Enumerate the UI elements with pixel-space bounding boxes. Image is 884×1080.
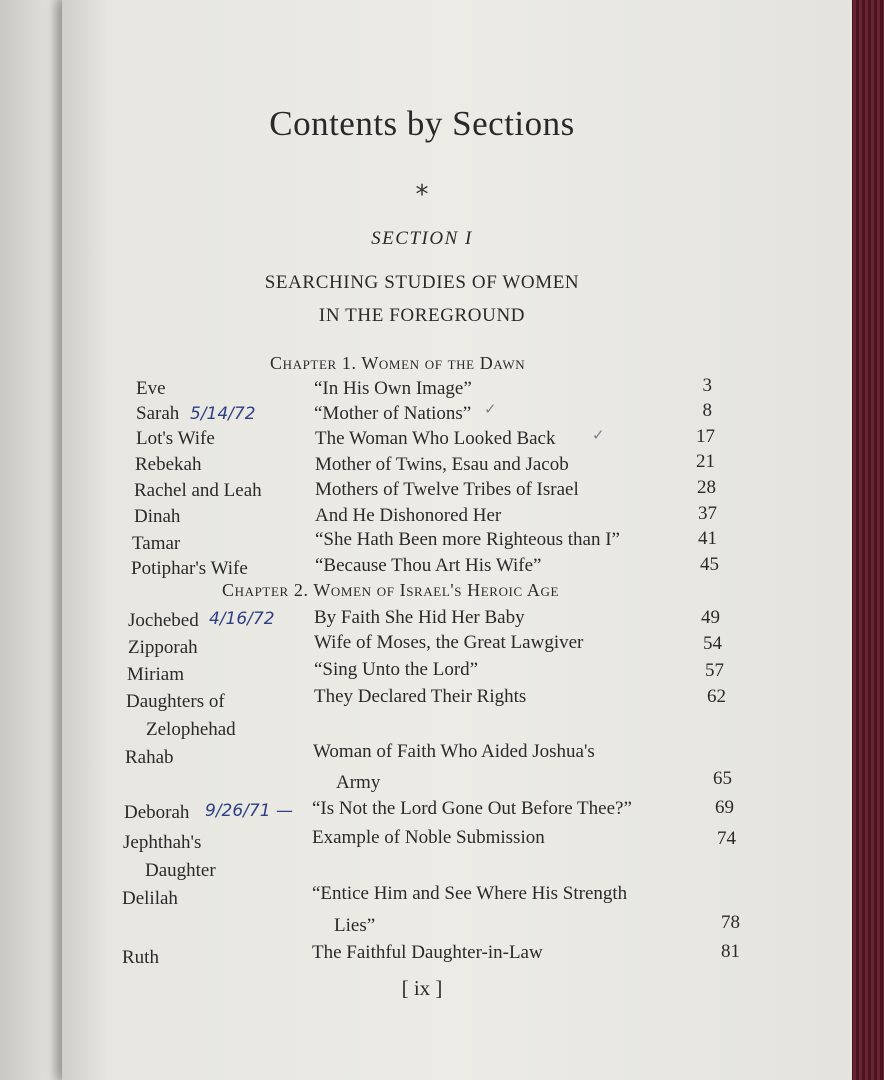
entry-title: They Declared Their Rights (314, 686, 527, 707)
section-heading-line-1: SEARCHING STUDIES OF WOMEN (264, 272, 580, 293)
entry-title: The Woman Who Looked Back (315, 428, 556, 449)
entry-title: Example of Noble Submission (312, 827, 545, 848)
entry-page: 69 (715, 797, 734, 818)
entry-title: Mothers of Twelve Tribes of Israel (315, 479, 579, 500)
entry-title: Woman of Faith Who Aided Joshua's (313, 741, 595, 762)
entry-page: 8 (702, 400, 712, 421)
entry-title: Wife of Moses, the Great Lawgiver (314, 632, 584, 653)
facing-page-edge (0, 0, 70, 1080)
handwritten-date: 4/16/72 (209, 609, 275, 629)
entry-name: Delilah (122, 888, 178, 909)
entry-title: Mother of Twins, Esau and Jacob (315, 454, 569, 475)
entry-name: Ruth (122, 947, 159, 968)
entry-name: Zipporah (128, 637, 198, 658)
entry-page: 78 (721, 912, 740, 933)
entry-page: 3 (702, 375, 712, 396)
entry-name: Daughters of (126, 691, 225, 712)
entry-name: Sarah (136, 403, 180, 424)
entry-title: “Mother of Nations” (314, 403, 472, 424)
entry-title: And He Dishonored Her (315, 505, 502, 526)
entry-name: Tamar (132, 533, 181, 554)
page-title: Contents by Sections (269, 104, 575, 143)
entry-page: 41 (698, 528, 717, 549)
entry-page: 65 (713, 768, 732, 789)
entry-name: Rahab (125, 747, 174, 768)
entry-title-continued: Lies” (334, 915, 376, 936)
entry-page: 17 (696, 426, 715, 447)
entry-page: 81 (721, 941, 740, 962)
entry-name: Rachel and Leah (134, 480, 262, 501)
entry-page: 49 (701, 607, 720, 628)
section-label: SECTION I (371, 228, 473, 249)
entry-title: “Because Thou Art His Wife” (315, 555, 542, 576)
entry-title: “In His Own Image” (314, 378, 472, 399)
entry-title: By Faith She Hid Her Baby (314, 607, 525, 628)
entry-title: The Faithful Daughter-in-Law (312, 942, 543, 963)
entry-title: “Entice Him and See Where His Strength (312, 883, 628, 904)
entry-name: Lot's Wife (136, 428, 215, 449)
entry-page: 45 (700, 554, 719, 575)
pencil-check-icon: ✓ (484, 400, 497, 418)
entry-name: Deborah (124, 802, 190, 823)
entry-page: 62 (707, 686, 726, 707)
handwritten-date: 9/26/71 — (205, 801, 293, 821)
entry-title-continued: Army (336, 772, 381, 793)
entry-name: Miriam (127, 664, 184, 685)
entry-page: 57 (705, 660, 724, 681)
entry-page: 28 (697, 477, 716, 498)
pencil-check-icon: ✓ (592, 426, 605, 444)
entry-name-continued: Daughter (145, 860, 216, 881)
section-heading-line-2: IN THE FOREGROUND (318, 305, 526, 326)
book-page (62, 0, 852, 1080)
entry-name: Jochebed (128, 610, 199, 631)
entry-page: 21 (696, 451, 715, 472)
entry-page: 37 (698, 503, 717, 524)
chapter-heading-2: Chapter 2. Women of Israel's Heroic Age (222, 580, 559, 600)
entry-name: Rebekah (135, 454, 202, 475)
page-number-footer: [ ix ] (401, 976, 443, 1000)
entry-name: Dinah (134, 506, 181, 527)
entry-title: “Is Not the Lord Gone Out Before Thee?” (312, 798, 632, 819)
handwritten-date: 5/14/72 (190, 404, 256, 424)
asterisk-ornament-icon: * (415, 180, 429, 210)
entry-title: “She Hath Been more Righteous than I” (315, 529, 620, 550)
entry-name-continued: Zelophehad (146, 719, 236, 740)
entry-page: 54 (703, 633, 722, 654)
entry-name: Potiphar's Wife (131, 558, 248, 579)
entry-title: “Sing Unto the Lord” (314, 659, 479, 680)
entry-name: Jephthah's (123, 832, 202, 853)
chapter-heading-1: Chapter 1. Women of the Dawn (270, 353, 526, 373)
entry-name: Eve (136, 378, 166, 399)
entry-page: 74 (717, 828, 736, 849)
